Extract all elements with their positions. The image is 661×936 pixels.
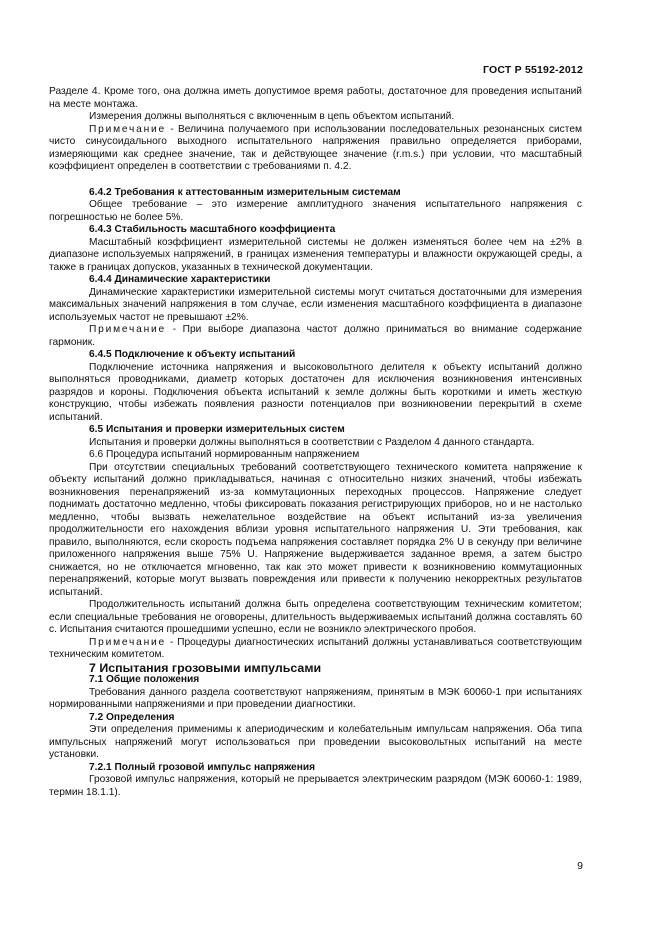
note-text: - При выборе диапазона частот должно приниматься во внимание содержание гармоник. [49,324,582,348]
paragraph: Разделе 4. Кроме того, она должна иметь допустимое время работы, достаточное для проведения испытаний на месте монтажа. [49,86,582,110]
note-paragraph [49,637,582,662]
section-heading-7-2: 7.2 Определения [89,711,175,723]
section-heading-6-4-2: 6.4.2 Требования к аттестованным измерительным системам [89,186,401,198]
section-heading-6-4-5: 6.4.5 Подключение к объекту испытаний [89,349,296,360]
note-text: - Процедуры диагностических испытаний должны устанавливаться соответствующим техническим комитетом. [49,636,582,660]
note-paragraph [49,324,582,349]
note-paragraph [49,124,582,174]
paragraph: Продолжительность испытаний должна быть определена соответствующим техническим комитетом; если специальные требования не оговорены, длительность выдерживаемых испытаний должна составлять 60 с. Испытания считаются прошедшими успешно, если не возникло электрического пробоя. [49,599,582,635]
section-heading-7-1: 7.1 Общие положения [89,674,200,685]
section-heading-7: 7 Испытания грозовыми импульсами [89,660,322,675]
paragraph: Эти определения применимы к апериодическим и колебательным импульсам напряжения. Оба типа импульсных напряжений могут использоваться при проведении высоковольтных испытаний на месте установки. [49,724,582,760]
note-label: Примечание [89,123,166,135]
section-heading-6-5: 6.5 Испытания и проверки измерительных систем [89,424,345,435]
page-content [49,86,582,799]
section-heading-7-2-1: 7.2.1 Полный грозовой импульс напряжения [89,761,316,773]
paragraph: Динамические характеристики измерительной системы могут считаться достаточными для измерения максимальных значений напряжения в том случае, если изменения масштабного коэффициента в диапазоне используемых частот не превышают ±2%. [49,286,582,323]
note-label: Примечание [89,636,166,648]
paragraph: Подключение источника напряжения и высоковольтного делителя к объекту испытаний должно выполняться проводниками, диаметр которых достаточен для исключения возникновения интенсивных разрядов и короны. Подключения объекта испытаний к земле должны быть короткими и иметь жесткую конструкцию, чтобы избежать появления разности потенциалов при возникновении перекрытий в схеме испытаний. [49,361,582,423]
paragraph: Грозовой импульс напряжения, который не прерывается электрическим разрядом (МЭК 60060-1: 1989, термин 18.1.1). [49,774,582,798]
section-heading-6-4-3: 6.4.3 Стабильность масштабного коэффициента [89,224,336,235]
page-number: 9 [577,860,583,872]
section-heading-6-6: 6.6 Процедура испытаний нормированным напряжением [89,449,360,460]
paragraph: При отсутствии специальных требований соответствующего технического комитета напряжение к объекту испытаний должно прикладываться, начиная с относительно низких значений, чтобы избежать возникновения перенапряжений из-за коммутационных переходных процессов. Напряжение следует поднимать достаточно медленно, чтобы фиксировать показания регистрирующих приборов, но и не настолько медленно, чтобы вызвать нежелательное воздействие на объект испытаний из-за увеличения продолжительности его нахождения вблизи уровня испытательного напряжения U. Эти требования, как правило, выполняются, если скорость подъема напряжения составляет порядка 2% U в секунду при величине приложенного напряжения выше 75% U. Напряжение выдерживается заданное время, а затем быстро снижается, но не отключается мгновенно, так как это может привести к возникновению коммутационных перенапряжений, которые могут вызвать повреждения или привести к получению некорректных результатов испытаний. [49,461,582,598]
note-text: - Величина получаемого при использовании последовательных резонансных систем чисто синусоидального выходного испытательного напряжения правильно определяется приборами, измеряющими как среднее значение, так и действующее значение (r.m.s.) при условии, что масштабный коэффициент определен в соответствии с требованиями п. 4.2. [49,123,582,172]
note-label: Примечание [89,324,166,335]
document-id-header: ГОСТ Р 55192-2012 [482,64,583,76]
paragraph: Общее требование – это измерение амплитудного значения испытательного напряжения с погрешностью не более 5%. [49,199,582,223]
paragraph: Требования данного раздела соответствуют напряжениям, принятым в МЭК 60060-1 при испытаниях нормированными напряжениями и при проведении диагностики. [49,686,582,710]
paragraph: Масштабный коэффициент измерительной системы не должен изменяться более чем на ±2% в диапазоне используемых напряжений, в границах изменения температуры и влажности окружающей среды, а также в границах допусков, указанных в технической документации. [49,236,582,273]
paragraph: Испытания и проверки должны выполняться в соответствии с Разделом 4 данного стандарта. [89,436,535,448]
section-heading-6-4-4: 6.4.4 Динамические характеристики [89,274,271,285]
paragraph: Измерения должны выполняться с включенным в цепь объектом испытаний. [89,111,455,122]
